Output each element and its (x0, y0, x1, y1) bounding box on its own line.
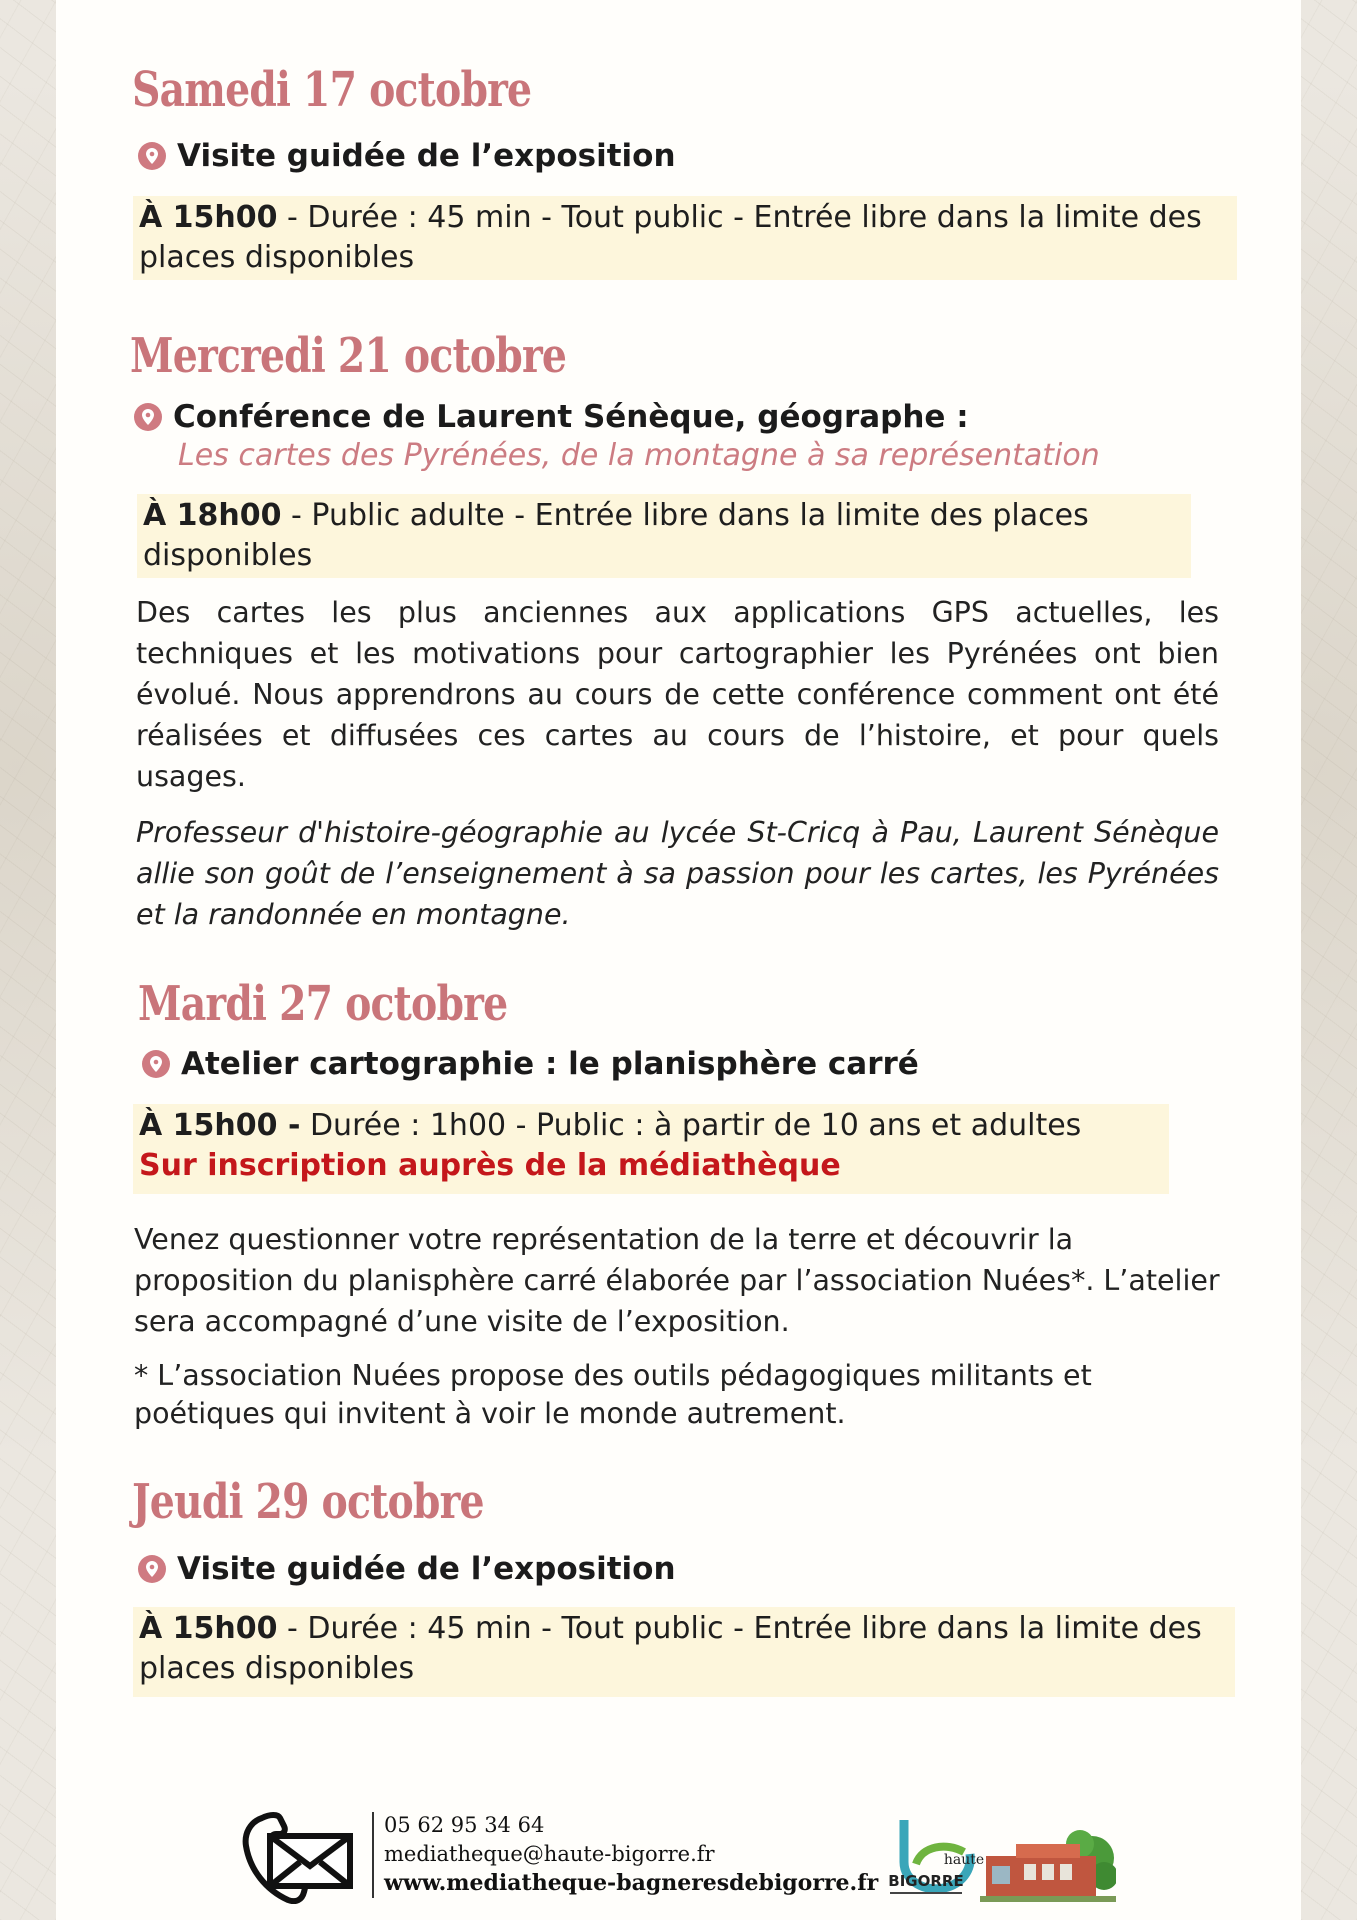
event-info-box (133, 1607, 1235, 1697)
location-pin-icon (137, 1554, 167, 1584)
event-details: - Public adulte - Entrée libre dans la limite des places disponibles (143, 498, 1089, 573)
event-info-box (137, 494, 1191, 578)
logo-text-top: haute (943, 1852, 985, 1868)
event-title-text: Atelier cartographie : le planisphère carré (181, 1046, 919, 1082)
workshop-footnote: * L’association Nuées propose des outils pédagogiques militants et poétiques qui invitent à voir le monde autrement. (134, 1359, 1092, 1430)
day-title-samedi: Samedi 17 octobre (132, 62, 532, 118)
event-time: À 15h00 - (139, 1108, 301, 1143)
day-title-mardi: Mardi 27 octobre (138, 976, 508, 1032)
speaker-bio: Professeur d'histoire-géographie au lycée St-Cricq à Pau, Laurent Sénèque allie son goût de l’enseignement à sa passion pour les cartes, les Pyrénées et la randonnée en montagne. (136, 816, 1219, 931)
contact-website[interactable]: www.mediatheque-bagneresdebigorre.fr (384, 1870, 879, 1896)
location-pin-icon (137, 141, 167, 171)
event-time: À 15h00 (139, 1611, 278, 1646)
event-time: À 18h00 (143, 498, 282, 533)
event-details: - Durée : 45 min - Tout public - Entrée libre dans la limite des places disponibles (139, 200, 1202, 275)
registration-note: Sur inscription auprès de la médiathèque (139, 1148, 841, 1183)
workshop-description: Venez questionner votre représentation de la terre et découvrir la proposition du planisphère carré élaborée par l’association Nuées*. L’atelier sera accompagné d’une visite de l’exposition. (134, 1223, 1220, 1338)
conference-description: Des cartes les plus anciennes aux applications GPS actuelles, les techniques et les motivations pour cartographier les Pyrénées ont bien évolué. Nous apprendrons au cours de cette conférence comment ont été réalisées et diffusées ces cartes au cours de l’histoire, et pour quels usages. (136, 596, 1219, 793)
event-title (137, 1551, 676, 1587)
conference-subtitle: Les cartes des Pyrénées, de la montagne à sa représentation (178, 438, 1100, 473)
event-time: À 15h00 (139, 200, 278, 235)
event-title-text: Visite guidée de l’exposition (177, 138, 676, 174)
event-info-box (133, 196, 1237, 280)
event-title (137, 138, 676, 174)
event-title (133, 399, 969, 435)
location-pin-icon (133, 402, 163, 432)
contact-email[interactable]: mediatheque@haute-bigorre.fr (384, 1842, 715, 1866)
day-title-mercredi: Mercredi 21 octobre (130, 328, 567, 384)
event-title-text: Conférence de Laurent Sénèque, géographe : (173, 399, 969, 435)
event-details: - Durée : 45 min - Tout public - Entrée libre dans la limite des places disponibles (139, 1611, 1202, 1686)
event-title-text: Visite guidée de l’exposition (177, 1551, 676, 1587)
event-info-box (133, 1104, 1169, 1194)
logo-text-bottom: BIGORRE (888, 1872, 964, 1890)
day-title-jeudi: Jeudi 29 octobre (132, 1474, 484, 1530)
contact-phone[interactable]: 05 62 95 34 64 (384, 1813, 545, 1837)
mediatheque-building-illustration (980, 1816, 1116, 1906)
event-title (141, 1046, 919, 1082)
map-background-right (1301, 0, 1357, 1920)
event-details: Durée : 1h00 - Public : à partir de 10 ans et adultes (300, 1108, 1082, 1143)
phone-mail-icon (240, 1812, 356, 1904)
location-pin-icon (141, 1049, 171, 1079)
footer-divider (372, 1812, 374, 1898)
map-background-left (0, 0, 56, 1920)
